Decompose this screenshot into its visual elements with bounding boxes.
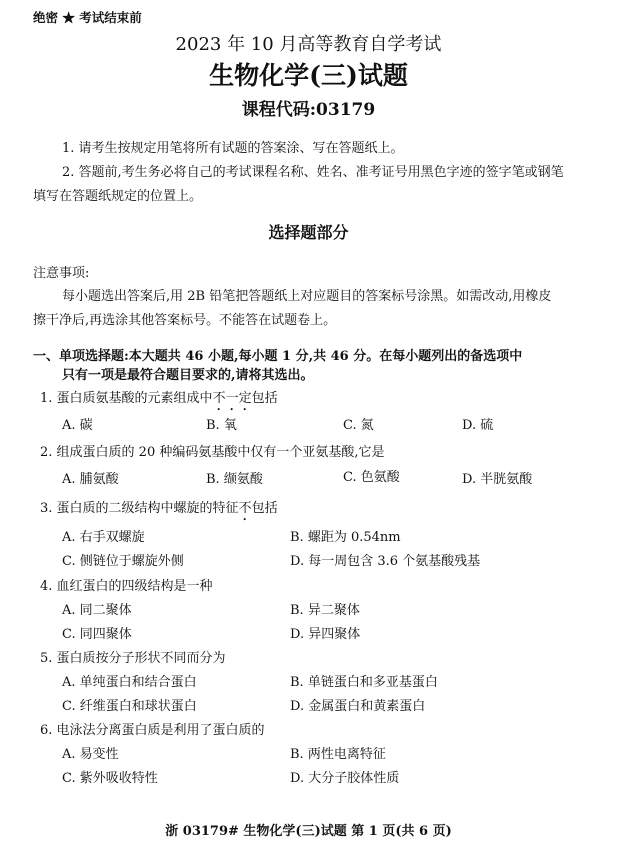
q2-option-a: A. 脯氨酸: [62, 472, 119, 487]
q5-option-b: B. 单链蛋白和多亚基蛋白: [290, 675, 438, 690]
q5-option-d: D. 金属蛋白和黄素蛋白: [290, 699, 426, 714]
q5-option-a: A. 单纯蛋白和结合蛋白: [62, 675, 197, 690]
q5-option-c: C. 纤维蛋白和球状蛋白: [62, 699, 197, 714]
question-number: 1.: [40, 391, 53, 406]
instruction-2: 2. 答题前,考生务必将自己的考试课程名称、姓名、准考证号用黑色字迹的签字笔或钢笔: [62, 165, 564, 180]
q1-option-a: A. 碳: [62, 418, 93, 433]
question-text: 蛋白质按分子形状不同而分为: [56, 651, 226, 666]
question-number: 5.: [40, 651, 53, 666]
question-text: 血红蛋白的四级结构是一种: [56, 579, 213, 594]
question-text-post: 包括: [251, 501, 278, 516]
question-text: 电泳法分离蛋白质是利用了蛋白质的: [56, 723, 265, 738]
q6-option-a: A. 易变性: [62, 747, 119, 762]
q4-option-a: A. 同二聚体: [62, 603, 132, 618]
page-footer: 浙 03179# 生物化学(三)试题 第 1 页(共 6 页): [165, 824, 452, 839]
question-number: 6.: [40, 723, 53, 738]
q1-option-d: D. 硫: [462, 418, 494, 433]
q3-option-b: B. 螺距为 0.54nm: [290, 530, 401, 545]
q3-option-d: D. 每一周包含 3.6 个氨基酸残基: [290, 554, 481, 569]
instruction-1: 1. 请考生按规定用笔将所有试题的答案涂、写在答题纸上。: [62, 141, 404, 156]
part1-heading-cont: 只有一项是最符合题目要求的,请将其选出。: [62, 368, 314, 383]
q3-option-c: C. 侧链位于螺旋外侧: [62, 554, 184, 569]
q4-option-c: C. 同四聚体: [62, 627, 132, 642]
section-title: 选择题部分: [268, 223, 349, 242]
question-emphasis: 不: [238, 501, 252, 516]
q1-option-c: C. 氮: [343, 418, 374, 433]
question-text: 蛋白质氨基酸的元素组成中: [56, 391, 213, 406]
q4-option-b: B. 异二聚体: [290, 603, 360, 618]
question-number: 3.: [40, 501, 53, 516]
question-text: 组成蛋白质的 20 种编码氨基酸中仅有一个亚氨基酸,它是: [56, 445, 385, 460]
notes-line-2: 擦干净后,再选涂其他答案标号。不能答在试题卷上。: [33, 313, 337, 328]
q2-option-d: D. 半胱氨酸: [462, 472, 533, 487]
exam-title: 2023 年 10 月高等教育自学考试: [175, 34, 442, 55]
notes-line-1: 每小题选出答案后,用 2B 铅笔把答题纸上对应题目的答案标号涂黑。如需改动,用橡皮: [62, 289, 552, 304]
subject-title: 生物化学(三)试题: [209, 61, 408, 90]
course-code: 课程代码:03179: [241, 100, 376, 120]
question-3: [40, 497, 278, 524]
q3-option-a: A. 右手双螺旋: [62, 530, 145, 545]
q6-option-c: C. 紫外吸收特性: [62, 771, 158, 786]
q4-option-d: D. 异四聚体: [290, 627, 361, 642]
question-number: 2.: [40, 445, 53, 460]
question-2: [40, 441, 385, 460]
q1-option-b: B. 氧: [206, 418, 237, 433]
q6-option-b: B. 两性电离特征: [290, 747, 386, 762]
question-5: [40, 647, 226, 666]
confidential-mark: 绝密 ★ 考试结束前: [33, 10, 142, 25]
q6-option-d: D. 大分子胶体性质: [290, 771, 400, 786]
question-4: [40, 575, 213, 594]
question-number: 4.: [40, 579, 53, 594]
question-text: 蛋白质的二级结构中螺旋的特征: [56, 501, 239, 516]
instruction-2-cont: 填写在答题纸规定的位置上。: [33, 189, 203, 204]
part1-heading: 一、单项选择题:本大题共 46 小题,每小题 1 分,共 46 分。在每小题列出的备选项中: [33, 349, 523, 364]
q2-option-c: C. 色氨酸: [343, 470, 400, 485]
question-text-post: 包括: [251, 391, 278, 406]
q2-option-b: B. 缬氨酸: [206, 472, 263, 487]
notes-label: 注意事项:: [33, 266, 90, 281]
question-6: [40, 719, 265, 738]
question-1: [40, 387, 278, 414]
question-emphasis: 不一定: [212, 391, 252, 406]
